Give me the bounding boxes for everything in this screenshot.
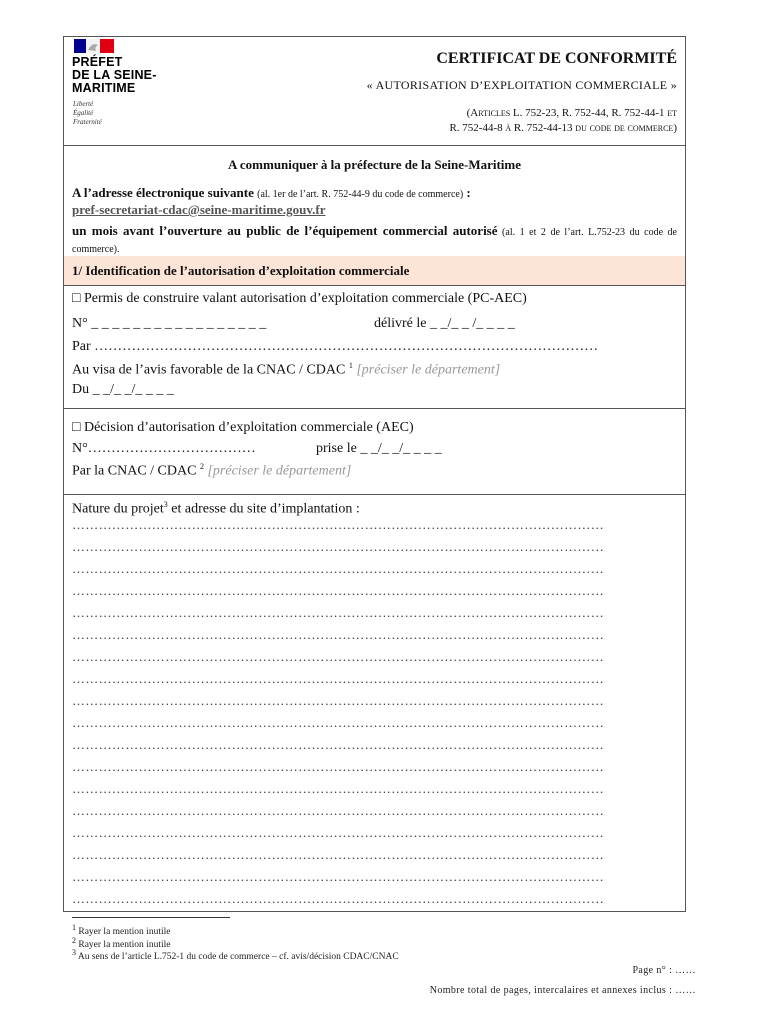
pc-numero-field[interactable]: N° _ _ _ _ _ _ _ _ _ _ _ _ _ _ _ _ _	[72, 316, 267, 331]
dotted-line: …………………………………………………………………………………………………………	[72, 891, 604, 906]
footnote-3: $^3$ Au sens de l’article L.752-1 du code de commerce – cf. avis/décision CDAC/CNAC	[72, 948, 399, 963]
dotted-line: …………………………………………………………………………………………………………	[72, 715, 604, 730]
divider	[64, 494, 685, 495]
aec-checkbox[interactable]: □ Décision d’autorisation d’exploitation commerciale (AEC)	[72, 420, 414, 435]
dotted-line: …………………………………………………………………………………………………………	[72, 627, 604, 642]
dotted-line: …………………………………………………………………………………………………………	[72, 847, 604, 862]
pc-par-field[interactable]: Par ………………………………………………………………………………………………	[72, 339, 599, 354]
dotted-line: …………………………………………………………………………………………………………	[72, 759, 604, 774]
dotted-line: …………………………………………………………………………………………………………	[72, 649, 604, 664]
address-line: A l’adresse électronique suivante (al. 1er de l’art. R. 752-44-9 du code de commerce) :	[72, 185, 471, 200]
section1-heading: 1/ Identification de l’autorisation d’exploitation commerciale	[64, 256, 685, 286]
total-pages: Nombre total de pages, intercalaires et annexes inclus : ……	[429, 985, 696, 996]
pc-du-field[interactable]: Du _ _/_ _/_ _ _ _	[72, 382, 174, 397]
dotted-line: …………………………………………………………………………………………………………	[72, 781, 604, 796]
nature-label: Nature du projet$^3$ et adresse du site d’implantation :	[72, 500, 360, 517]
articles-reference: (Articles L. 752-23, R. 752-44, R. 752-44-1 et R. 752-44-8 à R. 752-44-13 du code de commerce)	[449, 107, 677, 134]
dotted-line: …………………………………………………………………………………………………………	[72, 605, 604, 620]
pc-delivre-field[interactable]: délivré le _ _/_ _ /_ _ _ _	[374, 316, 515, 331]
header	[64, 37, 685, 146]
document-title: CERTIFICAT DE CONFORMITÉ	[436, 50, 677, 67]
footnote-separator	[72, 917, 230, 918]
intro-heading: A communiquer à la préfecture de la Seine-Maritime	[227, 157, 522, 172]
dotted-line: …………………………………………………………………………………………………………	[72, 671, 604, 686]
motto: Liberté Égalité Fraternité	[73, 100, 102, 126]
email-link[interactable]: pref-secretariat-cdac@seine-maritime.gouv.fr	[72, 202, 326, 217]
aec-par-line: Par la CNAC / CDAC $^2$ [préciser le département]	[72, 462, 352, 479]
dotted-line: …………………………………………………………………………………………………………	[72, 517, 604, 532]
form-frame	[63, 36, 686, 912]
divider	[64, 408, 685, 409]
intro-section	[64, 145, 685, 257]
footnote-1: $^1$ Rayer la mention inutile	[72, 923, 171, 938]
dotted-line: …………………………………………………………………………………………………………	[72, 869, 604, 884]
pc-visa-line: Au visa de l’avis favorable de la CNAC / CDAC $^1$ [préciser le département]	[72, 361, 501, 378]
deadline-text: un mois avant l’ouverture au public de l’équipement commercial autorisé (al. 1 et 2 de l’art. L.752-23 du code de commerce).	[72, 223, 677, 255]
document-title-block	[367, 50, 677, 136]
aec-numero-field[interactable]: N°………………………………	[72, 441, 256, 456]
dotted-line: …………………………………………………………………………………………………………	[72, 693, 604, 708]
aec-prise-field[interactable]: prise le _ _/_ _/_ _ _ _	[316, 441, 442, 456]
footnote-2: $^2$ Rayer la mention inutile	[72, 936, 171, 951]
pc-aec-checkbox[interactable]: □ Permis de construire valant autorisation d’exploitation commerciale (PC-AEC)	[72, 291, 527, 306]
document-subtitle: « AUTORISATION D’EXPLOITATION COMMERCIALE »	[366, 78, 677, 92]
marianne-flag-icon	[74, 39, 114, 53]
dotted-line: …………………………………………………………………………………………………………	[72, 737, 604, 752]
dotted-line: …………………………………………………………………………………………………………	[72, 539, 604, 554]
dotted-line: …………………………………………………………………………………………………………	[72, 803, 604, 818]
dotted-line: …………………………………………………………………………………………………………	[72, 583, 604, 598]
dotted-line: …………………………………………………………………………………………………………	[72, 561, 604, 576]
dotted-line: …………………………………………………………………………………………………………	[72, 825, 604, 840]
prefet-logo	[69, 39, 177, 135]
logo-text: PRÉFET DE LA SEINE- MARITIME	[72, 55, 157, 95]
page-number: Page n° : ……	[632, 965, 696, 976]
